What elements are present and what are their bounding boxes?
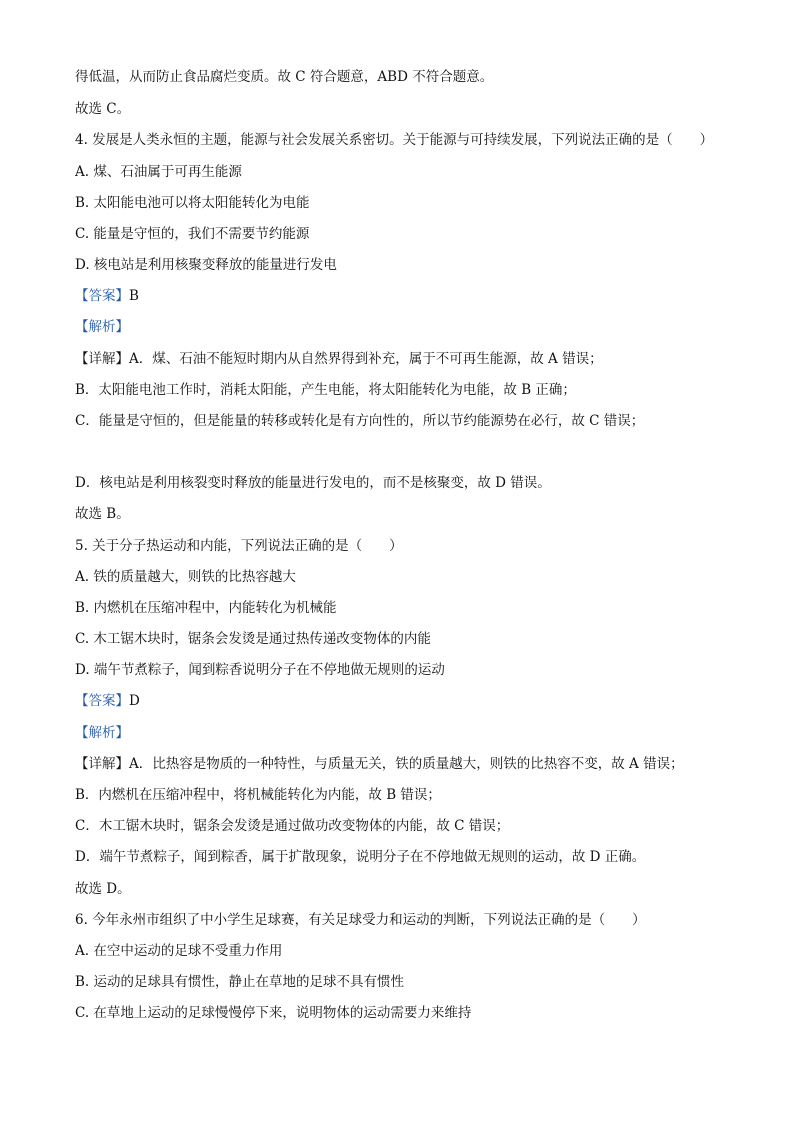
text-line: C．能量是守恒的，但是能量的转移或转化是有方向性的，所以节约能源势在必行，故 C 错误；	[75, 413, 645, 429]
text-line: 故选 D。	[75, 881, 131, 897]
question-5-option-d: D. 端午节煮粽子，闻到粽香说明分子在不停地做无规则的运动	[75, 662, 445, 678]
text-line: C．木工锯木块时，锯条会发烫是通过做功改变物体的内能，故 C 错误；	[75, 818, 510, 834]
question-5-analysis	[75, 724, 753, 742]
question-6-option-b: B. 运动的足球具有惯性，静止在草地的足球不具有惯性	[75, 974, 405, 990]
question-6-option-c: C. 在草地上运动的足球慢慢停下来，说明物体的运动需要力来维持	[75, 1005, 472, 1021]
question-4-option-d: D. 核电站是利用核聚变释放的能量进行发电	[75, 257, 337, 273]
question-6-stem: 6. 今年永州市组织了中小学生足球赛，有关足球受力和运动的判断，下列说法正确的是（ ）	[75, 912, 646, 928]
detail-label: 【详解】	[75, 351, 129, 367]
text-line: 得低温，从而防止食品腐烂变质。故 C 符合题意，ABD 不符合题意。	[75, 69, 494, 85]
text-line: B．太阳能电池工作时，消耗太阳能，产生电能，将太阳能转化为电能，故 B 正确；	[75, 382, 576, 398]
question-4-stem: 4. 发展是人类永恒的主题，能源与社会发展关系密切。关于能源与可持续发展，下列说法正确的是（ ）	[75, 132, 714, 148]
answer-value: B	[129, 288, 139, 304]
question-5-answer	[75, 692, 753, 710]
detail-text: A．比热容是物质的一种特性，与质量无关，铁的质量越大，则铁的比热容不变，故 A 错误；	[129, 756, 684, 772]
question-4-detail	[75, 350, 753, 368]
text-line: D．核电站是利用核裂变时释放的能量进行发电的，而不是核聚变，故 D 错误。	[75, 475, 551, 491]
question-4-option-c: C. 能量是守恒的，我们不需要节约能源	[75, 226, 310, 242]
answer-value: D	[129, 693, 140, 709]
question-4-option-a: A. 煤、石油属于可再生能源	[75, 164, 242, 180]
answer-label: 【答案】	[75, 693, 129, 709]
question-6-option-a: A. 在空中运动的足球不受重力作用	[75, 943, 283, 959]
text-line: B．内燃机在压缩冲程中，将机械能转化为内能，故 B 错误；	[75, 787, 441, 803]
question-5-option-b: B. 内燃机在压缩冲程中，内能转化为机械能	[75, 600, 337, 616]
question-4-analysis	[75, 318, 753, 336]
question-5-option-a: A. 铁的质量越大，则铁的比热容越大	[75, 569, 296, 585]
detail-label: 【详解】	[75, 756, 129, 772]
question-5-stem: 5. 关于分子热运动和内能，下列说法正确的是（ ）	[75, 538, 403, 554]
answer-label: 【答案】	[75, 288, 129, 304]
text-line: 故选 C。	[75, 101, 131, 117]
text-line: D．端午节煮粽子，闻到粽香，属于扩散现象，说明分子在不停地做无规则的运动，故 D 正确。	[75, 849, 646, 865]
question-4-answer	[75, 287, 753, 305]
text-line: 故选 B。	[75, 506, 130, 522]
question-5-option-c: C. 木工锯木块时，锯条会发烫是通过热传递改变物体的内能	[75, 631, 431, 647]
question-4-option-b: B. 太阳能电池可以将太阳能转化为电能	[75, 195, 310, 211]
analysis-label: 【解析】	[75, 725, 129, 741]
detail-text: A．煤、石油不能短时期内从自然界得到补充，属于不可再生能源，故 A 错误；	[129, 351, 603, 367]
question-5-detail	[75, 755, 753, 773]
analysis-label: 【解析】	[75, 319, 129, 335]
